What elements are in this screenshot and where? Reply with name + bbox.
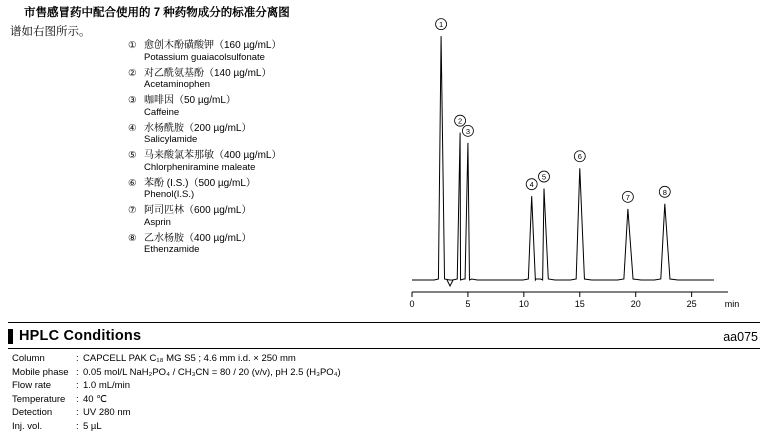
condition-value: UV 280 nm [83, 407, 131, 418]
legend-name-cn: 马来酸氯苯那敏（400 µg/mL） [144, 150, 282, 161]
peak-label [622, 191, 633, 202]
list-item [128, 205, 388, 228]
condition-colon: : [76, 366, 79, 378]
svg-text:min: min [724, 299, 740, 309]
condition-value: 40 ℃ [83, 393, 107, 405]
condition-value: CAPCELL PAK C₁₈ MG S5 ; 4.6 mm i.d. × 250 mm [83, 353, 296, 364]
condition-colon: : [76, 407, 79, 418]
condition-value: 1.0 mL/min [83, 380, 130, 391]
title-line-1: 市售感冒药中配合使用的 7 种药物成分的标准分离图 [24, 7, 290, 19]
divider-bottom [8, 348, 760, 349]
legend-number: ③ [128, 95, 137, 106]
svg-text:3: 3 [465, 126, 471, 136]
page-title [10, 4, 430, 42]
list-item [128, 178, 388, 201]
list-item [128, 150, 388, 173]
svg-text:1: 1 [438, 20, 444, 30]
condition-value: 0.05 mol/L NaH₂PO₄ / CH₃CN = 80 / 20 (v/v), pH 2.5 (H₃PO₄) [83, 366, 341, 378]
condition-label: Mobile phase [12, 366, 69, 378]
peak-label [462, 125, 473, 136]
peak-label [659, 186, 670, 197]
list-item [128, 40, 388, 63]
svg-text:6: 6 [577, 152, 582, 162]
legend-name-cn: 咖啡因（50 µg/mL） [144, 95, 236, 106]
condition-label: Column [12, 353, 45, 364]
legend-name-en: Salicylamide [144, 134, 198, 145]
condition-colon: : [76, 380, 79, 391]
svg-text:8: 8 [662, 187, 667, 197]
legend-name-cn: 水杨酰胺（200 µg/mL） [144, 122, 252, 134]
svg-text:5: 5 [541, 172, 547, 182]
table-row [12, 352, 341, 366]
legend-name-en: Chlorpheniramine maleate [144, 161, 256, 173]
list-item [128, 68, 388, 91]
svg-text:7: 7 [625, 192, 630, 202]
section-marker-icon [8, 329, 13, 344]
legend-name-en: Caffeine [144, 106, 180, 118]
legend-number: ⑤ [128, 150, 137, 161]
peak-label [574, 151, 585, 162]
legend-name-cn: 阿司匹林（600 µg/mL） [144, 205, 252, 216]
svg-text:2: 2 [458, 116, 463, 126]
legend-number: ④ [128, 122, 137, 134]
legend-number: ⑥ [128, 177, 137, 189]
legend-name-en: Acetaminophen [144, 79, 211, 90]
condition-colon: : [76, 420, 79, 432]
svg-text:25: 25 [686, 299, 697, 309]
peak-label [526, 179, 537, 190]
conditions-title: HPLC Conditions [19, 328, 142, 344]
svg-text:0: 0 [409, 299, 415, 309]
legend-name-cn: 愈创木酚磺酸钾（160 µg/mL） [144, 40, 282, 51]
peak-label [538, 171, 549, 182]
condition-label: Temperature [12, 393, 66, 405]
svg-text:5: 5 [465, 299, 471, 309]
list-item [128, 123, 388, 146]
condition-label: Flow rate [12, 380, 52, 391]
svg-text:20: 20 [630, 299, 641, 309]
legend-name-cn: 苯酚 (I.S.)（500 µg/mL） [144, 177, 256, 189]
condition-value: 5 µL [83, 420, 102, 432]
table-row [12, 406, 341, 420]
table-row [12, 366, 341, 380]
table-row [12, 393, 341, 407]
list-item [128, 233, 388, 256]
legend-number: ⑧ [128, 232, 137, 244]
condition-label: Inj. vol. [12, 420, 43, 432]
peak-label [436, 19, 447, 30]
legend-name-en: Potassium guaiacolsulfonate [144, 51, 265, 63]
condition-colon: : [76, 353, 79, 364]
table-row [12, 420, 341, 434]
svg-text:15: 15 [574, 299, 585, 309]
legend-number: ① [128, 40, 137, 51]
figure-code: aa075 [723, 330, 758, 344]
legend-name-en: Ethenzamide [144, 244, 200, 255]
legend-name-cn: 乙水杨胺（400 µg/mL） [144, 232, 252, 244]
list-item [128, 95, 388, 118]
chromatogram [396, 8, 756, 313]
legend-number: ⑦ [128, 205, 137, 216]
condition-label: Detection [12, 407, 53, 418]
legend-name-en: Asprin [144, 216, 171, 228]
svg-text:10: 10 [518, 299, 529, 309]
legend-name-cn: 对乙酰氨基酚（140 µg/mL） [144, 67, 272, 79]
divider-top [8, 322, 760, 323]
table-row [12, 379, 341, 393]
condition-colon: : [76, 393, 79, 405]
compound-legend [128, 40, 388, 260]
legend-name-en: Phenol(I.S.) [144, 189, 195, 200]
title-line-2: 谱如右图所示。 [10, 26, 91, 38]
svg-text:4: 4 [529, 180, 534, 190]
legend-number: ② [128, 67, 137, 79]
chromatogram-plot [396, 8, 756, 313]
peak-label [455, 115, 466, 126]
conditions-table [12, 352, 341, 433]
conditions-header [8, 326, 141, 346]
